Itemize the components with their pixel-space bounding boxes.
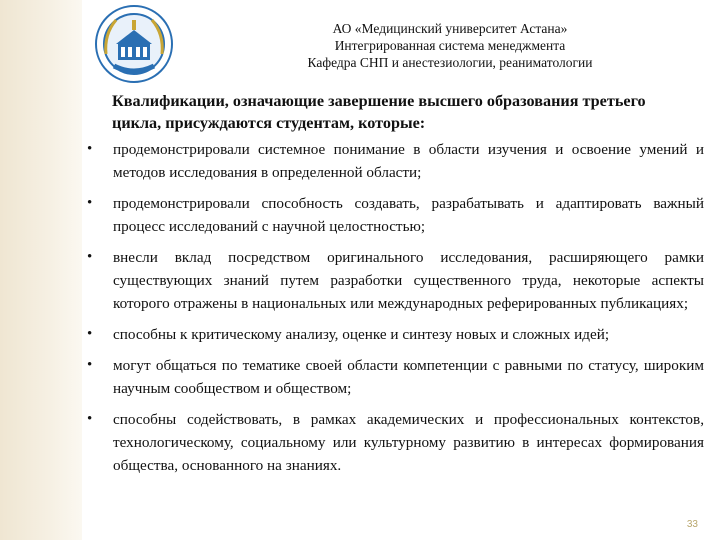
list-item	[86, 354, 704, 400]
bullet-icon: •	[87, 357, 93, 373]
list-item-text: продемонстрировали системное понимание в области изучения и освоение умений и методов исследования в определенной области;	[113, 141, 704, 181]
list-item	[86, 246, 704, 315]
slide-title: Квалификации, означающие завершение высшего образования третьего цикла, присуждаются студентам, которые:	[112, 92, 646, 132]
list-item	[86, 192, 704, 238]
list-item	[86, 138, 704, 184]
bullet-icon: •	[87, 411, 93, 427]
bullet-icon: •	[87, 195, 93, 211]
list-item	[86, 408, 704, 477]
university-logo	[94, 4, 174, 84]
list-item-text: продемонстрировали способность создавать, разрабатывать и адаптировать важный процесс исследований с научной целостностью;	[113, 195, 704, 235]
list-item	[86, 323, 704, 346]
document-header	[240, 20, 660, 71]
bullet-icon: •	[87, 249, 93, 265]
decorative-left-band	[0, 0, 82, 540]
list-item-text: могут общаться по тематике своей области компетенции с равными по статусу, широким научным сообществом и обществом;	[113, 357, 704, 397]
qualifications-list	[86, 138, 704, 485]
list-item-text: внесли вклад посредством оригинального исследования, расширяющего рамки существующих знаний путем разработки существенного труда, некоторые аспекты которого отражены в национальных или международных реферированных публикациях;	[113, 249, 704, 312]
slide-number: 33	[686, 519, 698, 530]
list-item-text: способны к критическому анализу, оценке и синтезу новых и сложных идей;	[113, 326, 610, 343]
management-system: Интегрированная система менеджмента	[334, 38, 566, 53]
bullet-icon: •	[87, 326, 93, 342]
university-name: АО «Медицинский университет Астана»	[332, 21, 568, 36]
bullet-icon: •	[87, 141, 93, 157]
department-name: Кафедра СНП и анестезиологии, реаниматологии	[307, 55, 593, 70]
list-item-text: способны содействовать, в рамках академических и профессиональных контекстов, технологическому, социальному или культурному развитию в интересах формирования общества, основанного на знаниях.	[113, 411, 704, 474]
